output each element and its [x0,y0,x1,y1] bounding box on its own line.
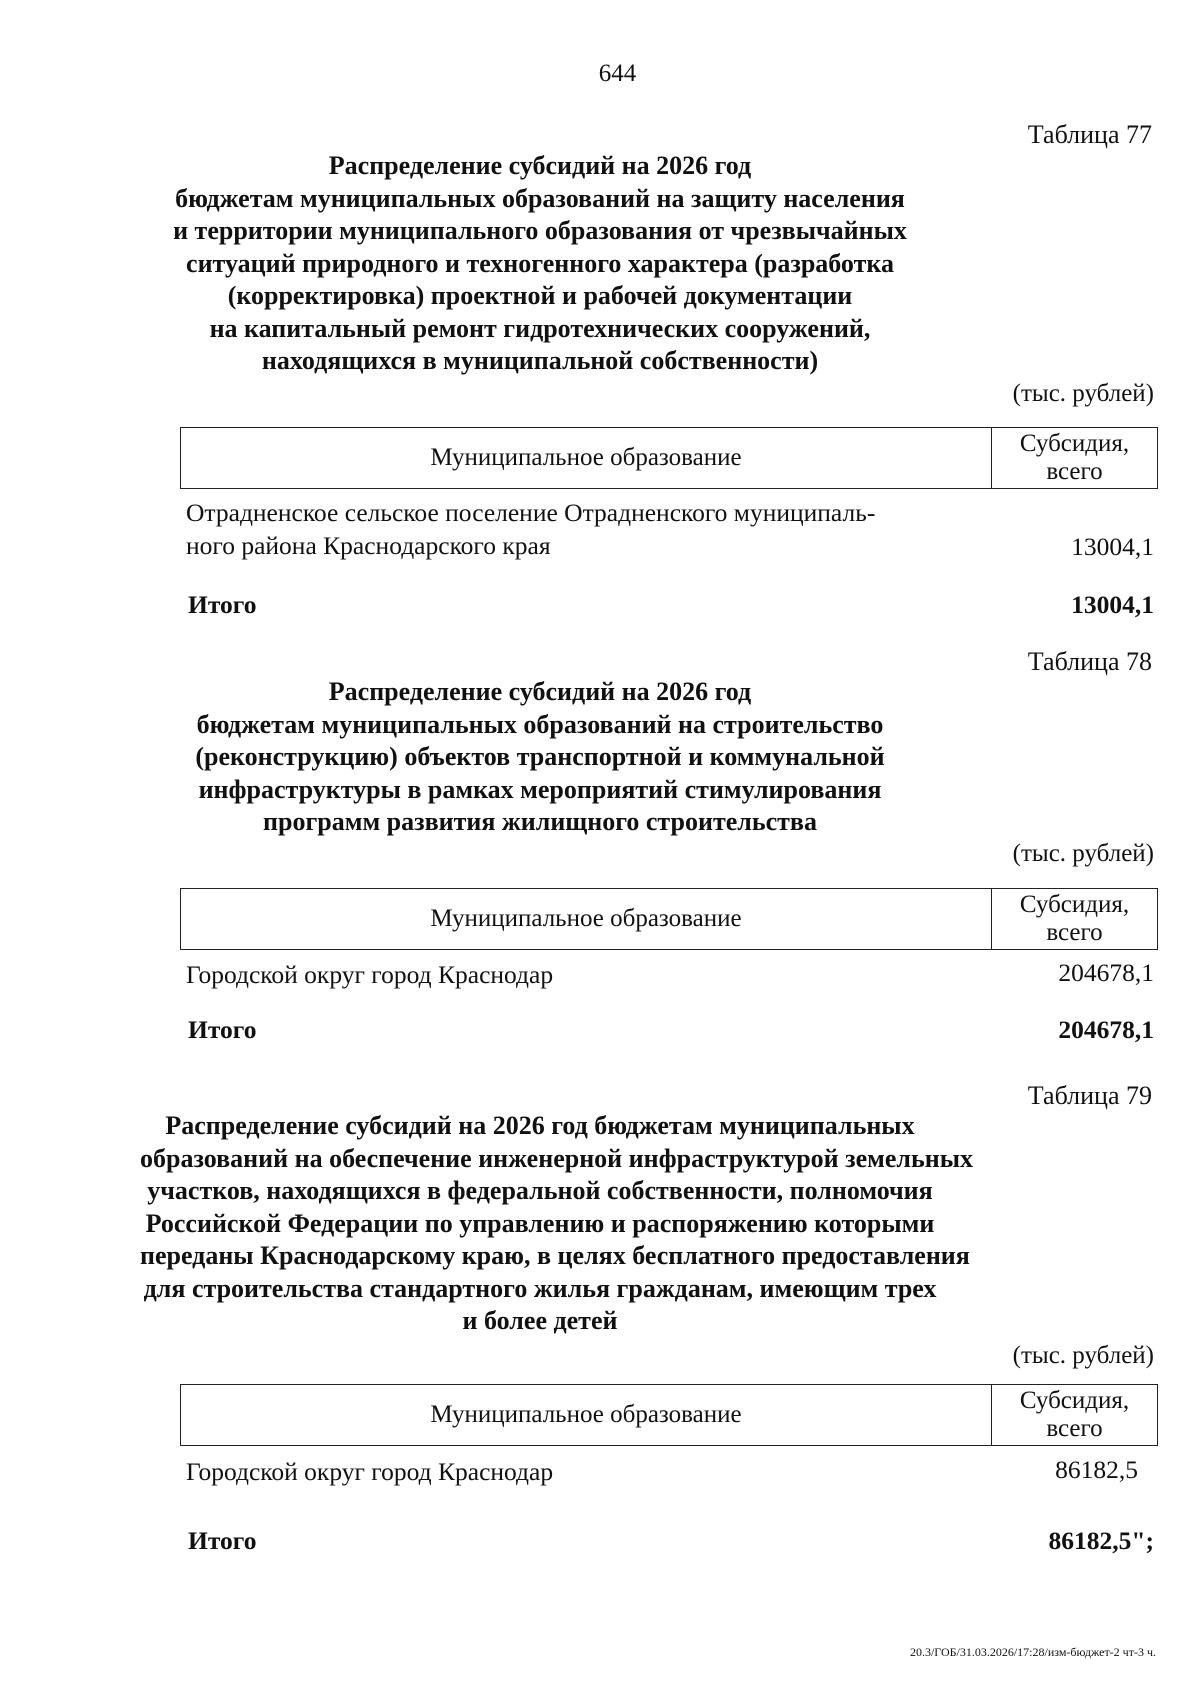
table-79-row-name [186,1455,553,1488]
subsidy-column-header [992,889,1157,949]
title-line: бюджетам муниципальных образований на защиту населения [175,183,905,213]
municipality-column-header: Муниципальное образование [430,905,742,932]
municipality-column-header: Муниципальное образование [430,444,742,471]
table-78-total-value: 204678,1 [1058,1015,1154,1044]
table-79-row-value: 86182,5 [1055,1455,1138,1484]
title-line: Российской Федерации по управлению и распоряжению которыми [145,1208,935,1238]
document-footer-code: 20.3/ГОБ/31.03.2026/17:28/изм-бюджет-2 чт-3 ч. [909,1645,1156,1659]
title-line: образований на обеспечение инженерной инфраструктурой земельных [140,1143,974,1173]
table-78-row-value: 204678,1 [1058,958,1154,987]
subsidy-header-line: Субсидия, [1019,430,1130,457]
table-77-row-value: 13004,1 [1071,532,1154,561]
table-77-title [140,150,940,378]
table-79-total-value: 86182,5"; [1048,1526,1154,1555]
table-79-header [180,1384,1158,1446]
title-line: находящихся в муниципальной собственности) [261,346,819,375]
title-line: и территории муниципального образования от чрезвычайных [173,216,907,245]
title-line: переданы Краснодарскому краю, в целях бесплатного предоставления [140,1241,970,1270]
title-line: программ развития жилищного строительства [263,807,817,836]
table-77-header [180,427,1158,489]
title-line: Распределение субсидий на 2026 год [328,677,752,706]
subsidy-header-line: Субсидия, [1019,891,1130,918]
table-78-row-name [186,958,553,991]
subsidy-header-line: Субсидия, [1019,1387,1130,1414]
table-79-title [140,1110,974,1338]
units-label: (тыс. рублей) [1012,1342,1154,1369]
table-79-total-label: Итого [188,1526,257,1555]
subsidy-header-line: всего [1046,1415,1103,1442]
table-78-title [140,676,940,839]
table-77-label: Таблица 77 [1027,120,1152,149]
title-line: Распределение субсидий на 2026 год бюджетам муниципальных [165,1111,915,1140]
municipality-column-header: Муниципальное образование [430,1401,742,1428]
row-name-line: Городской округ город Краснодар [186,1457,554,1486]
title-line: участков, находящихся в федеральной собственности, полномочия [147,1176,933,1205]
subsidy-header-line: всего [1046,458,1103,485]
table-78-label: Таблица 78 [1027,647,1152,676]
title-line: ситуаций природного и техногенного характера (разработка [186,248,894,278]
units-label: (тыс. рублей) [1012,380,1154,407]
table-77-total-label: Итого [188,590,257,619]
row-name-line: ного района Краснодарского края [186,531,551,560]
table-77-total-value: 13004,1 [1071,590,1154,619]
title-line: инфраструктуры в рамках мероприятий стимулирования [198,774,882,804]
units-label: (тыс. рублей) [1012,840,1154,867]
table-78-total-label: Итого [188,1015,257,1044]
title-line: для строительства стандартного жилья гражданам, имеющим трех [143,1273,937,1303]
row-name-line: Городской округ город Краснодар [186,960,554,989]
title-line: Распределение субсидий на 2026 год [328,151,752,180]
table-78-header [180,888,1158,950]
subsidy-column-header [992,428,1157,488]
subsidy-header-line: всего [1046,919,1103,946]
table-77-row-name [186,496,875,562]
title-line: бюджетам муниципальных образований на строительство [196,709,884,739]
row-name-line: Отрадненское сельское поселение Отрадненского муниципаль- [186,498,876,527]
page-number: 644 [598,60,637,87]
title-line: на капитальный ремонт гидротехнических сооружений, [209,313,871,343]
title-line: и более детей [462,1306,618,1335]
table-79-label: Таблица 79 [1027,1081,1152,1110]
title-line: (корректировка) проектной и рабочей документации [227,281,853,310]
title-line: (реконструкцию) объектов транспортной и коммунальной [195,742,885,771]
subsidy-column-header [992,1385,1157,1445]
